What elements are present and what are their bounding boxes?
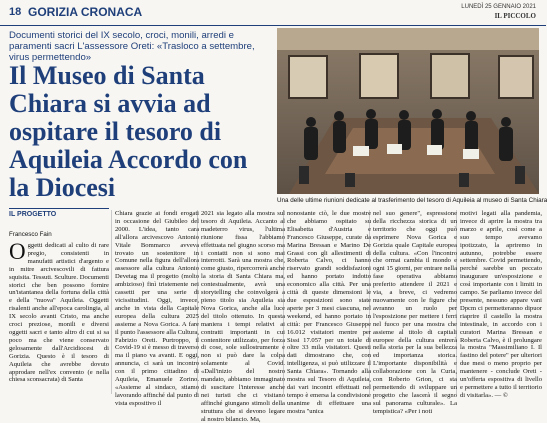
project-label-rule <box>9 208 109 220</box>
page-header <box>0 0 546 26</box>
article-column-6: motivi legati alla pandemia, invece di aprire la mostra tra marzo e aprile, così come a suo tempo avevamo ipotizzato, la apriremo in autunno, potrebbe essere settembre. Covid permettendo, perché sarebbe un peccato inaugurare un'esposizione e così importante con i limiti in campo. Se parliamo invece del presente, nessuno appare vani Dpcm ci permetteranno dipuor riaprire il castello la mostra intestinale, in accordo con i curatori Marina Bressan e Roberta Calvo, è il prolungare la mostra "Massimiliano I. Il fastino del potere" per ulteriori due mesi o meno proprio per mantenere - conclude Oreti - un'offerta espositiva di livello e permettere a tutto il territorio di visitarla». — © <box>460 210 542 399</box>
photo-caption: Una delle ultime riunioni dedicate al trasferimento del tesoro di Aquileia al museo di Santa Chiara <box>277 197 547 204</box>
page-number: 18 <box>9 6 22 18</box>
meeting-photo <box>277 28 539 194</box>
article-column-2: Chiara grazie ai fondi erogati in occasione del Giubileo del 2000. L'idea, tanto cara all'allora arcivescovo Antonio Vitale Bommarco avveva trovato un sostenitore in Comune nella figura dell'allora assessore alla cultura Antonio Devetag ma il progetto (molto ambizioso) finì tristemente nei cassetti per una serie di vicissitudini. Oggi, invece, anche in vista della Capitale europea della cultura 2025 assieme a Nova Gorica. A fare il punto l'assessore alla Cultura, Fabrizio Oreti. Purtroppo, il Covid-19 si è messo di traverso ma il piano va avanti. E oggi, annuncia, ci sarà un incontro con il primo cittadino di Aquileia, Emanuele Zorino. «Assieme al sindaco, stiamo lavorando affinché dal punto di vista espositivo il <box>115 210 199 407</box>
article-column-4: nonostante ciò, le due mostre che abbiamo ospitato su Elisabetta d'Austria e Francesco Giuseppe, curate da Marina Bressan e Marino De Grassi con gli allestimenti di Roberta Calvo, ci hanno riservato grandi soddisfazioni ed hanno portato indotto economico alla città. Per una città di queste dimensioni le due esposizioni sono state aperte per 3 mesi ciascuna, nel weekend, ed hanno portato in città: per Francesco Giuseppe 16.012 visitatori mentre per Sissi 17.057 per un totale di oltre 33 mila visitatori. Questi dati dimostrano che, con intelligenza, si può utilizzare il Santa Chiara». Tornando alla mostra sul Tesoro di Aquileia, dai vari incontri effettuati nel tempo è emersa la condivisione unanime di effettuare una mostra "unica <box>287 210 371 415</box>
column-divider <box>111 210 112 394</box>
drop-cap: O <box>9 239 26 264</box>
article-column-5: nel suo genere", espressione della ricchezza storica di un territorio che oggi può esprimere Nova Gorica e Gorizia quale Capitale europea della cultura. «Con l'incontro che ormai cambia il mondo e ogni 15 giorni, per entrare nella fase operativa abbiamo preferito attendere il 2021 e via, a breve, ci vedremo nuovamente con le figure che avranno un ruolo per l'esposizione per mettere i ferri nel fuoco per una mostra che assieme al titolo di capitali europee della cultura entrerà nella storia per la sua bellezza ed importanza storica. L'importante disponibilità e collaborazione con la Curia, con Roberto Grion, ci sta permettendo di sviluppare un progetto che lascerà il segno sul panorama culturale». La tempistica? «Per i noti <box>373 210 457 415</box>
byline: Francesco Fain <box>9 231 52 238</box>
project-label: IL PROGETTO <box>9 211 57 218</box>
issue-date: LUNEDÌ 25 GENNAIO 2021 <box>461 4 536 10</box>
article-kicker: Documenti storici del IX secolo, croci, monili, arredi e paramenti sacri L'assessore Oreti: «Trasloco a settembre, virus permettendo» <box>9 30 255 63</box>
newspaper-name: IL PICCOLO <box>494 12 536 20</box>
article-text-1 <box>9 239 109 384</box>
section-title: GORIZIA CRONACA <box>28 5 143 19</box>
article-headline: Il Museo di Santa Chiara si avvia ad ospitare il tesoro di Aquileia Accordo con la Diocesi <box>9 61 248 202</box>
column-text: ggetti dedicati al culto di rare pregio, consistenti in manufatti artistici d'argento e in mitre arcivescovili di fattura squisita. Tessuti. Sculture. Documenti storici che ben possono fornire un'istantanea della fortuna della città e della "nuova" Aquileia. Oggetti risalenti anche all'epoca carolingia, al IX secolo avanti Cristo, ma anche croci preziose, monili e diversi oggetti sacri e tanto altro di cui si sa poco ma che viene conservato gelosamente dall'Arcidiocesi di Gorizia. Questo è il tesoro di Aquileia che avrebbe dovuto approdare nell'ex convento (e nella chiesa sconsacrata) di Santa <box>9 242 109 384</box>
article-column-3: 2021 sia legato alla mostra sul tesoro di Aquileia. Accanto al madeterro virus, l'ultima riunione fissa l'abbiamo effettuata nel giugno scorso ma i contatti non si sono mai interrotti. Sarà una mostra che, come giusto, ripercorrerà anche la storia di Santa Chiara ma, contestualmente, avrà una storytelling che coinvolgerà a pieno titolo sia Aquileia sia Nova Gorica, anche alla luce del titolo ottenuto. In questa maniera i tempi relativi ai contratti importanti in cui contenitore utilizzato, per forza di cose, sole sullostrumente e non si può dare la colpa solamente al Covid. «Dall'inizio del nostro mandato, abbiamo immaginato di suscitare l'interesse anche nei turisti che ci visitano affinché giungano stimoli della struttura che si devono legare al nostro bilancio. Ma, <box>201 210 285 423</box>
article-column-1 <box>9 208 109 396</box>
